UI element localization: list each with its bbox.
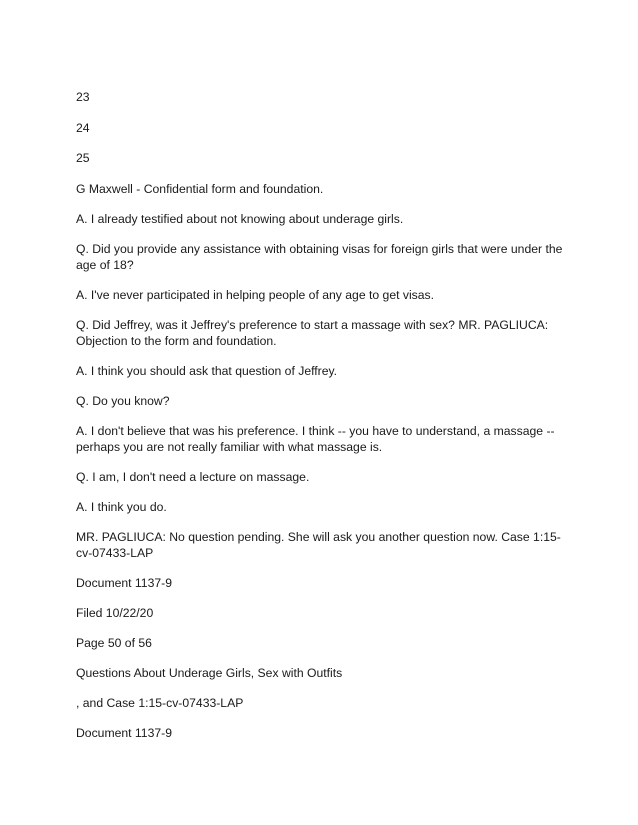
testimony-question: Q. Did you provide any assistance with obtaining visas for foreign girls that were under the age of 18?: [76, 241, 563, 272]
page-number: Page 50 of 56: [76, 635, 152, 650]
section-heading: Questions About Underage Girls, Sex with Outfits: [76, 665, 343, 680]
filed-date: Filed 10/22/20: [76, 605, 154, 620]
document-body: [76, 89, 568, 755]
testimony-answer: A. I think you do.: [76, 499, 167, 514]
testimony-question: Q. Did Jeffrey, was it Jeffrey's preference to start a massage with sex? MR. PAGLIUCA: Objection to the form and foundation.: [76, 317, 549, 348]
counsel-statement: MR. PAGLIUCA: No question pending. She will ask you another question now. Case 1:15-cv-07433-LAP: [76, 529, 561, 560]
line-number: 23: [76, 90, 90, 104]
testimony-answer: A. I think you should ask that question of Jeffrey.: [76, 363, 338, 378]
testimony-answer: A. I already testified about not knowing about underage girls.: [76, 211, 404, 226]
testimony-answer: A. I've never participated in helping people of any age to get visas.: [76, 287, 435, 302]
testimony-question: Q. I am, I don't need a lecture on massage.: [76, 469, 310, 484]
document-number: Document 1137-9: [76, 575, 172, 590]
line-number: 24: [76, 120, 90, 135]
header-line: G Maxwell - Confidential form and foundation.: [76, 181, 324, 196]
case-reference: , and Case 1:15-cv-07433-LAP: [76, 695, 244, 710]
document-number: Document 1137-9: [76, 725, 172, 740]
testimony-answer: A. I don't believe that was his preference. I think -- you have to understand, a massage -- perhaps you are not really familiar with what massage is.: [76, 423, 555, 454]
line-number: 25: [76, 151, 90, 165]
testimony-question: Q. Do you know?: [76, 393, 170, 408]
